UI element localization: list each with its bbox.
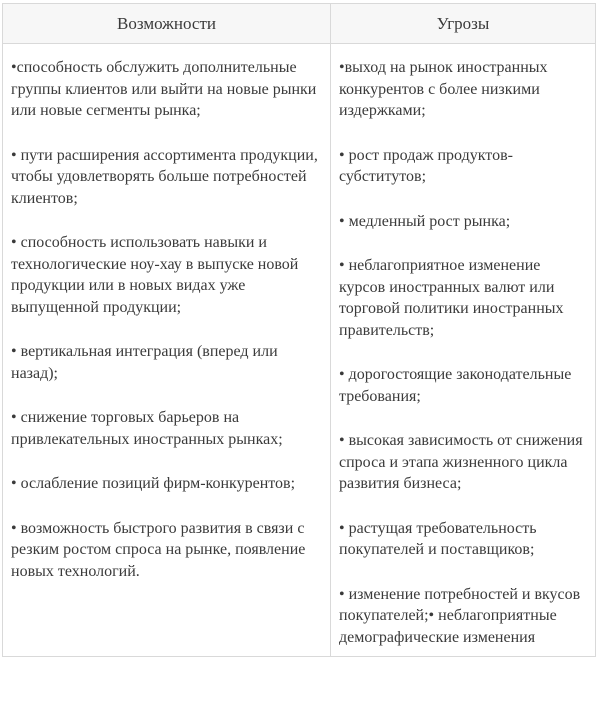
opportunities-column-header: Возможности xyxy=(3,4,331,44)
bullet-item: • рост продаж продуктов-субститутов; xyxy=(339,146,513,185)
bullet-item: • ослабление позиций фирм-конкурентов; xyxy=(11,475,296,492)
table-body-row xyxy=(3,44,596,657)
bullet-item: • медленный рост рынка; xyxy=(339,212,511,230)
bullet-item: •способность обслужить дополнительные группы клиентов или выйти на новые рынки или новые сегменты рынка; xyxy=(11,59,317,119)
bullet-item: • пути расширения ассортимента продукции, чтобы удовлетворять больше потребностей клиентов; xyxy=(11,146,318,207)
opportunities-cell xyxy=(3,44,331,657)
bullet-item: • неблагоприятное изменение курсов иностранных валют или торговой политики иностранных правительств; xyxy=(339,257,564,339)
bullet-item: •выход на рынок иностранных конкурентов с более низкими издержками; xyxy=(339,59,548,119)
threats-column-header: Угрозы xyxy=(331,4,596,44)
bullet-item: • растущая требовательность покупателей и поставщиков; xyxy=(339,519,537,558)
bullet-item: • способность использовать навыки и технологические ноу-хау в выпуске новой продукции или в новых видах уже выпущенной продукции; xyxy=(11,234,299,316)
bullet-item: • вертикальная интеграция (вперед или назад); xyxy=(11,343,278,382)
table-header-row xyxy=(3,4,596,44)
bullet-item: • дорогостоящие законодательные требования; xyxy=(339,366,572,405)
swot-opportunities-threats-table xyxy=(2,3,596,657)
threats-cell xyxy=(331,44,596,657)
bullet-item: • возможность быстрого развития в связи с резким ростом спроса на рынке, появление новых технологий. xyxy=(11,519,306,580)
bullet-item: • изменение потребностей и вкусов покупателей;• неблагоприятные демографические изменения xyxy=(339,585,581,646)
bullet-item: • высокая зависимость от снижения спроса и этапа жизненного цикла развития бизнеса; xyxy=(339,432,583,492)
bullet-item: • снижение торговых барьеров на привлекательных иностранных рынках; xyxy=(11,409,283,448)
